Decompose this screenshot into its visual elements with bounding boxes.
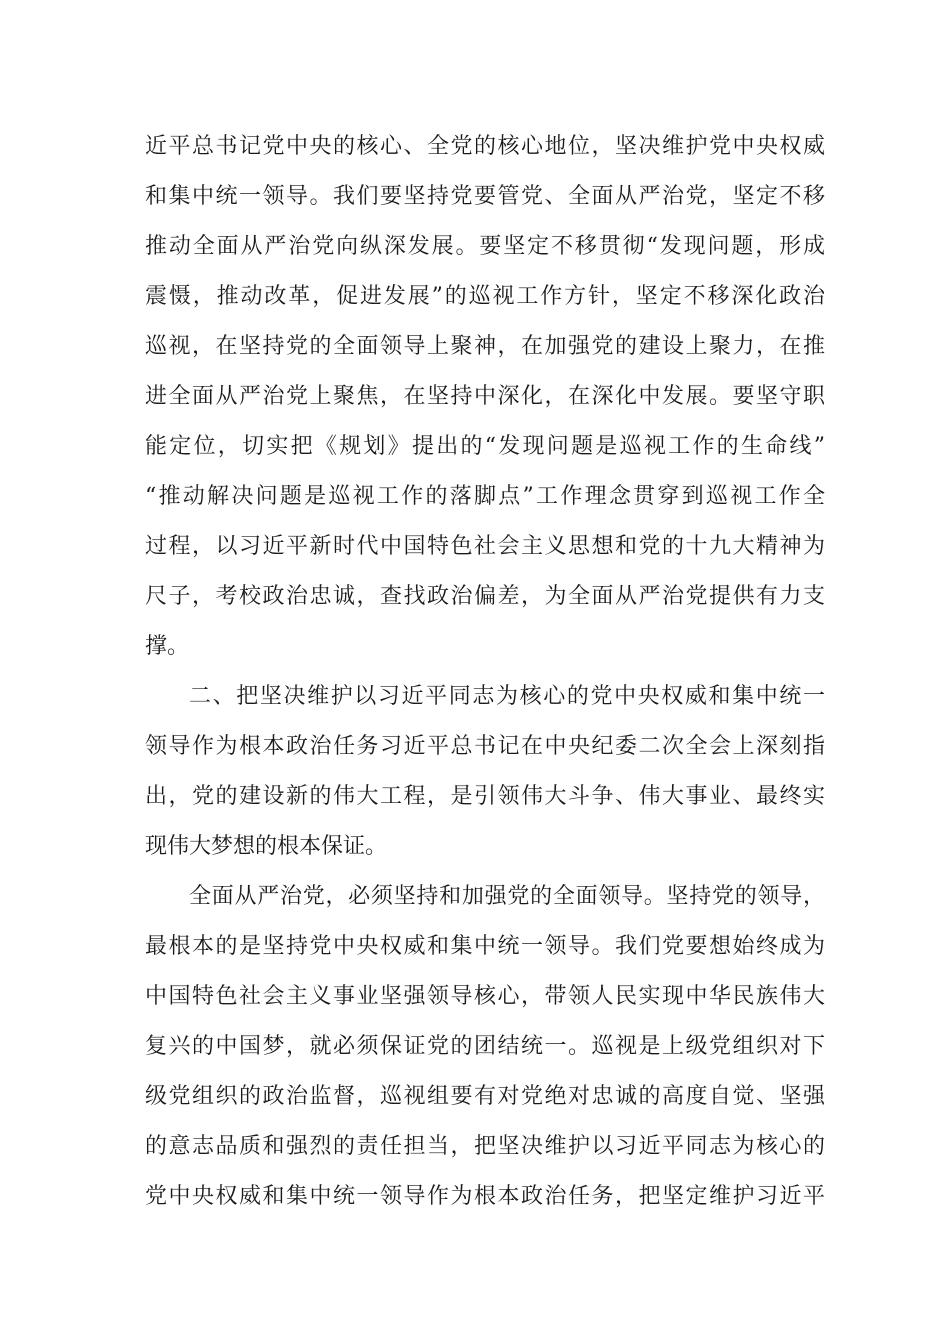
- text-line: 撑。: [145, 634, 190, 659]
- text-line: 出，党的建设新的伟大工程，是引领伟大斗争、伟大事业、最终实: [145, 784, 825, 809]
- text-line: 党中央权威和集中统一领导作为根本政治任务，把坚定维护习近平: [145, 1184, 825, 1209]
- text-line: 现伟大梦想的根本保证。: [145, 834, 388, 859]
- text-line: 尺子，考校政治忠诚，查找政治偏差，为全面从严治党提供有力支: [145, 584, 825, 609]
- text-line: 全面从严治党，必须坚持和加强党的全面领导。坚持党的领导，: [189, 884, 825, 909]
- text-line: “推动解决问题是巡视工作的落脚点”工作理念贯穿到巡视工作全: [145, 484, 825, 509]
- text-line: 最根本的是坚持党中央权威和集中统一领导。我们党要想始终成为: [145, 934, 825, 959]
- text-line: 和集中统一领导。我们要坚持党要管党、全面从严治党，坚定不移: [145, 184, 825, 209]
- text-line: 级党组织的政治监督，巡视组要有对党绝对忠诚的高度自觉、坚强: [145, 1084, 825, 1109]
- text-line: 领导作为根本政治任务习近平总书记在中央纪委二次全会上深刻指: [145, 734, 825, 759]
- text-line: 中国特色社会主义事业坚强领导核心，带领人民实现中华民族伟大: [145, 984, 825, 1009]
- text-line: 近平总书记党中央的核心、全党的核心地位，坚决维护党中央权威: [145, 134, 825, 159]
- text-line: 二、把坚决维护以习近平同志为核心的党中央权威和集中统一: [189, 684, 825, 709]
- text-line: 能定位，切实把《规划》提出的“发现问题是巡视工作的生命线”: [145, 434, 825, 459]
- paragraph-section-two-heading: [145, 672, 825, 872]
- paragraph-body: [145, 872, 825, 1222]
- text-line: 震慑，推动改革，促进发展”的巡视工作方针，坚定不移深化政治: [145, 284, 825, 309]
- text-line: 进全面从严治党上聚焦，在坚持中深化，在深化中发展。要坚守职: [145, 384, 825, 409]
- text-line: 的意志品质和强烈的责任担当，把坚决维护以习近平同志为核心的: [145, 1134, 825, 1159]
- text-line: 复兴的中国梦，就必须保证党的团结统一。巡视是上级党组织对下: [145, 1034, 825, 1059]
- text-line: 巡视，在坚持党的全面领导上聚神，在加强党的建设上聚力，在推: [145, 334, 825, 359]
- text-line: 推动全面从严治党向纵深发展。要坚定不移贯彻“发现问题，形成: [145, 234, 825, 259]
- paragraph-continuation: [145, 122, 825, 672]
- text-line: 过程，以习近平新时代中国特色社会主义思想和党的十九大精神为: [145, 534, 825, 559]
